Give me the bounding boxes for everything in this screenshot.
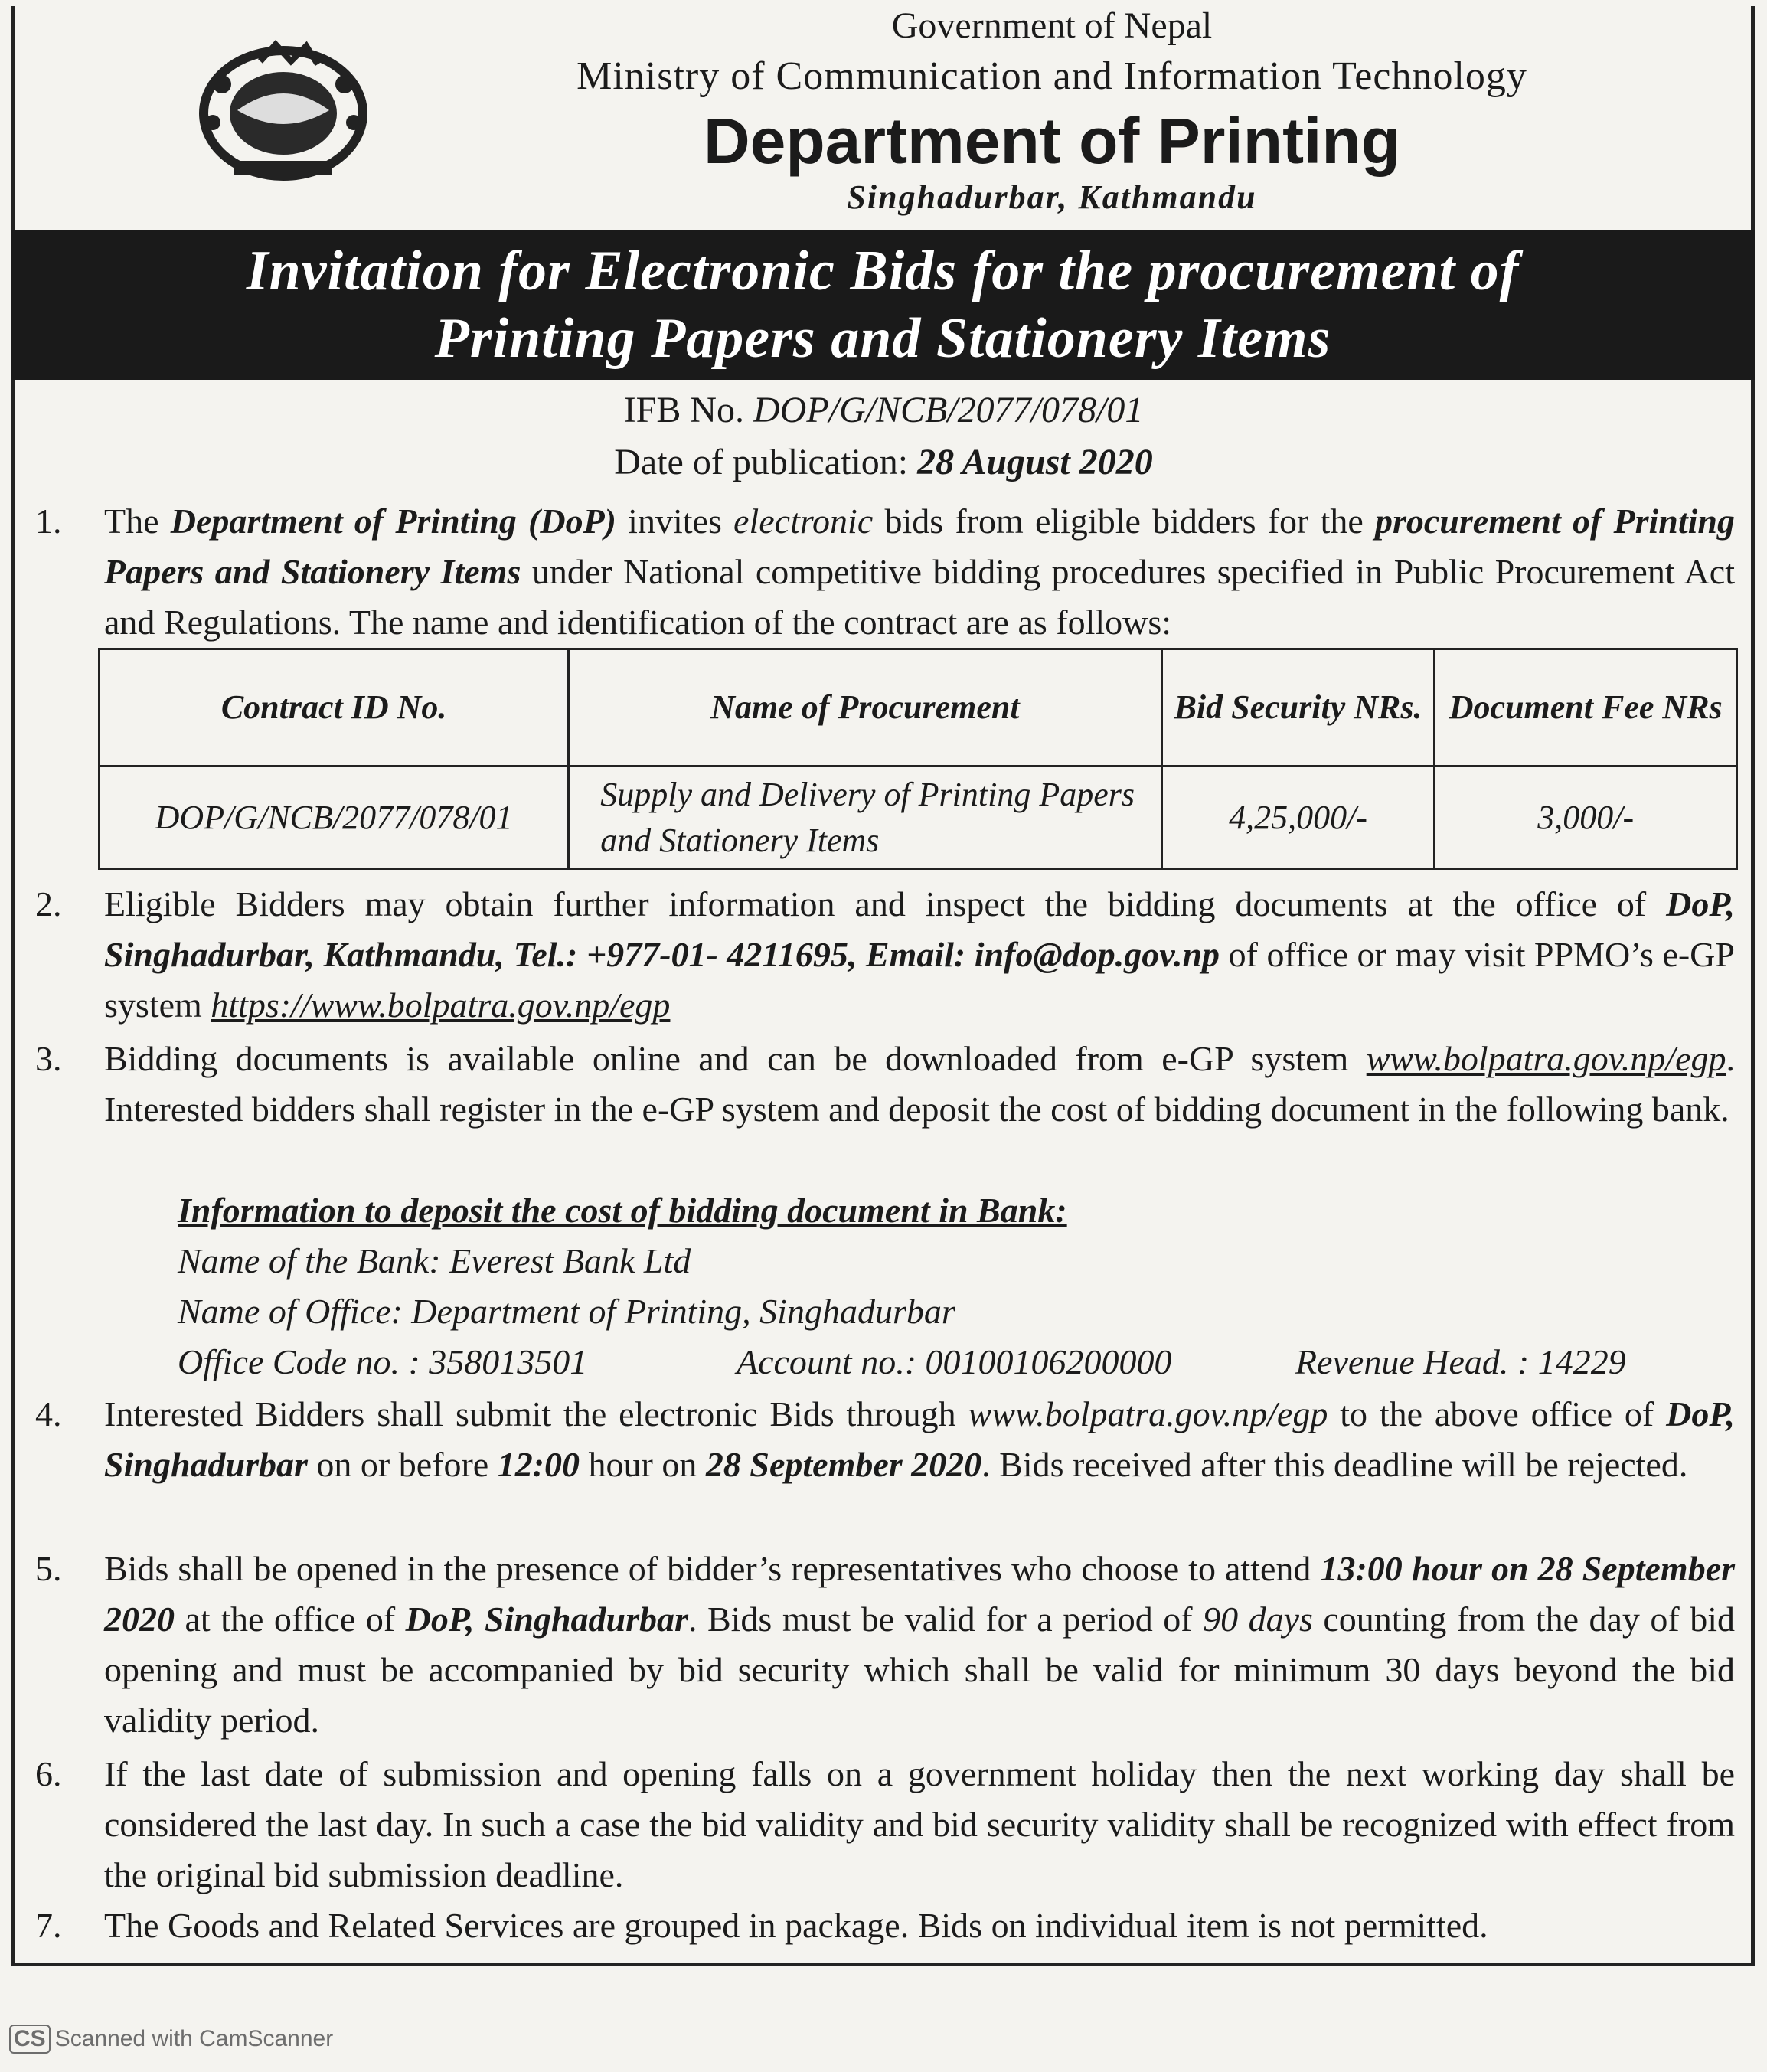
item-number-1: 1.: [35, 502, 62, 541]
column-header: Bid Security NRs.: [1161, 649, 1435, 766]
paragraph-5: [104, 1544, 1735, 1746]
publication-label: Date of publication:: [614, 442, 909, 482]
item-number-6: 6.: [35, 1754, 62, 1793]
department-address: Singhadurbar, Kathmandu: [847, 178, 1257, 216]
camscanner-icon: CS: [9, 2025, 51, 2054]
office-code: Office Code no. : 358013501: [178, 1342, 588, 1381]
text: invites: [616, 502, 734, 541]
column-header: Contract ID No.: [100, 649, 569, 766]
text: Eligible Bidders may obtain further information and inspect the bidding documents at the office of: [104, 884, 1667, 923]
account-number: Account no.: 00100106200000: [737, 1342, 1172, 1381]
bold-text: 13:00 hour on 28 September 2020: [104, 1549, 1736, 1639]
ifb-label: IFB No.: [623, 390, 744, 430]
banner-line-1: Invitation for Electronic Bids for the procurement of: [246, 240, 1520, 302]
item-number-3: 3.: [35, 1039, 62, 1078]
government-name: Government of Nepal: [891, 5, 1213, 46]
italic-text: electronic: [733, 502, 874, 541]
bold-text: 28 September 2020: [705, 1445, 982, 1484]
text: of office or may visit PPMO’s e-GP system: [104, 935, 1735, 1025]
publication-date: [0, 441, 1767, 483]
column-header: Name of Procurement: [569, 649, 1161, 766]
text: counting from the day of bid opening and must be accompanied by bid security which shall be valid for minimum 30 days beyond the bid validity period.: [104, 1600, 1735, 1740]
table-cell: 4,25,000/-: [1161, 766, 1435, 869]
ministry-name: Ministry of Communication and Information Technology: [576, 54, 1527, 98]
text: under National competitive bidding procedures specified in Public Procurement Act and Regulations. The name and identification of the contract are as follows:: [104, 552, 1735, 642]
paragraph-6: If the last date of submission and opening falls on a government holiday then the next working day shall be considered the last day. In such a case the bid validity and bid security validity shall be recognized with effect from the original bid submission deadline.: [104, 1754, 1735, 1894]
text: bids from eligible bidders for the: [873, 502, 1375, 541]
paragraph-3: [104, 1034, 1735, 1135]
text: on or before: [307, 1445, 498, 1484]
bank-codes: [178, 1337, 1626, 1387]
title-banner: [11, 230, 1755, 380]
bold-text: DoP, Singhadurbar: [405, 1600, 688, 1639]
bold-text: Department of Printing (DoP): [170, 502, 616, 541]
column-header: Document Fee NRs: [1435, 649, 1737, 766]
table-cell: 3,000/-: [1435, 766, 1737, 869]
banner-line-2: Printing Papers and Stationery Items: [434, 307, 1331, 370]
table-header-row: [100, 649, 1737, 766]
bolpatra-link[interactable]: www.bolpatra.gov.np/egp: [1366, 1039, 1726, 1078]
bold-text: procurement of Printing Papers and Stationery Items: [104, 502, 1735, 591]
text: . Interested bidders shall register in the e-GP system and deposit the cost of bidding document in the following bank.: [104, 1039, 1735, 1129]
bank-name: Name of the Bank: Everest Bank Ltd: [178, 1241, 691, 1280]
text: . Bids must be valid for a period of: [688, 1600, 1204, 1639]
bank-heading: Information to deposit the cost of bidding document in Bank:: [178, 1191, 1067, 1230]
bold-text: DoP, Singhadurbar: [104, 1394, 1735, 1484]
text: to the above office of: [1328, 1394, 1667, 1433]
paragraph-1: [104, 496, 1735, 648]
bold-text: 12:00: [497, 1445, 580, 1484]
item-number-5: 5.: [35, 1549, 62, 1588]
header: [0, 0, 1767, 230]
text: . Bids received after this deadline will be rejected.: [981, 1445, 1688, 1484]
publication-value: 28 August 2020: [917, 442, 1153, 482]
paragraph-2: [104, 879, 1735, 1031]
table-cell: DOP/G/NCB/2077/078/01: [100, 766, 569, 869]
item-number-4: 4.: [35, 1394, 62, 1433]
bank-office: Name of Office: Department of Printing, Singhadurbar: [178, 1292, 955, 1331]
text: Interested Bidders shall submit the electronic Bids through: [104, 1394, 968, 1433]
text: Bids shall be opened in the presence of bidder’s representatives who choose to attend: [104, 1549, 1321, 1588]
ifb-number: [0, 389, 1767, 431]
paragraph-7: The Goods and Related Services are grouped in package. Bids on individual item is not permitted.: [104, 1906, 1488, 1945]
contract-table: [98, 648, 1738, 870]
item-number-2: 2.: [35, 884, 62, 923]
watermark-text: Scanned with CamScanner: [54, 2026, 334, 2051]
text: at the office of: [175, 1600, 406, 1639]
egp-link[interactable]: https://www.bolpatra.gov.np/egp: [211, 985, 671, 1025]
table-cell: Supply and Delivery of Printing Papers and Stationery Items: [569, 766, 1161, 869]
text: The: [104, 502, 171, 541]
paragraph-4: [104, 1389, 1735, 1490]
italic-text: www.bolpatra.gov.np/egp: [968, 1394, 1328, 1433]
italic-text: 90 days: [1203, 1600, 1313, 1639]
table-row: [100, 766, 1737, 869]
ifb-value: DOP/G/NCB/2077/078/01: [753, 390, 1144, 430]
item-number-7: 7.: [35, 1906, 62, 1945]
text: hour on: [580, 1445, 706, 1484]
text: Bidding documents is available online and can be downloaded from e-GP system: [104, 1039, 1367, 1078]
bold-text: DoP, Singhadurbar, Kathmandu, Tel.: +977-01- 4211695, Email: info@dop.gov.np: [104, 884, 1735, 974]
scanner-watermark: [9, 2025, 333, 2054]
revenue-head: Revenue Head. : 14229: [1295, 1342, 1626, 1381]
department-name: Department of Printing: [703, 105, 1400, 177]
